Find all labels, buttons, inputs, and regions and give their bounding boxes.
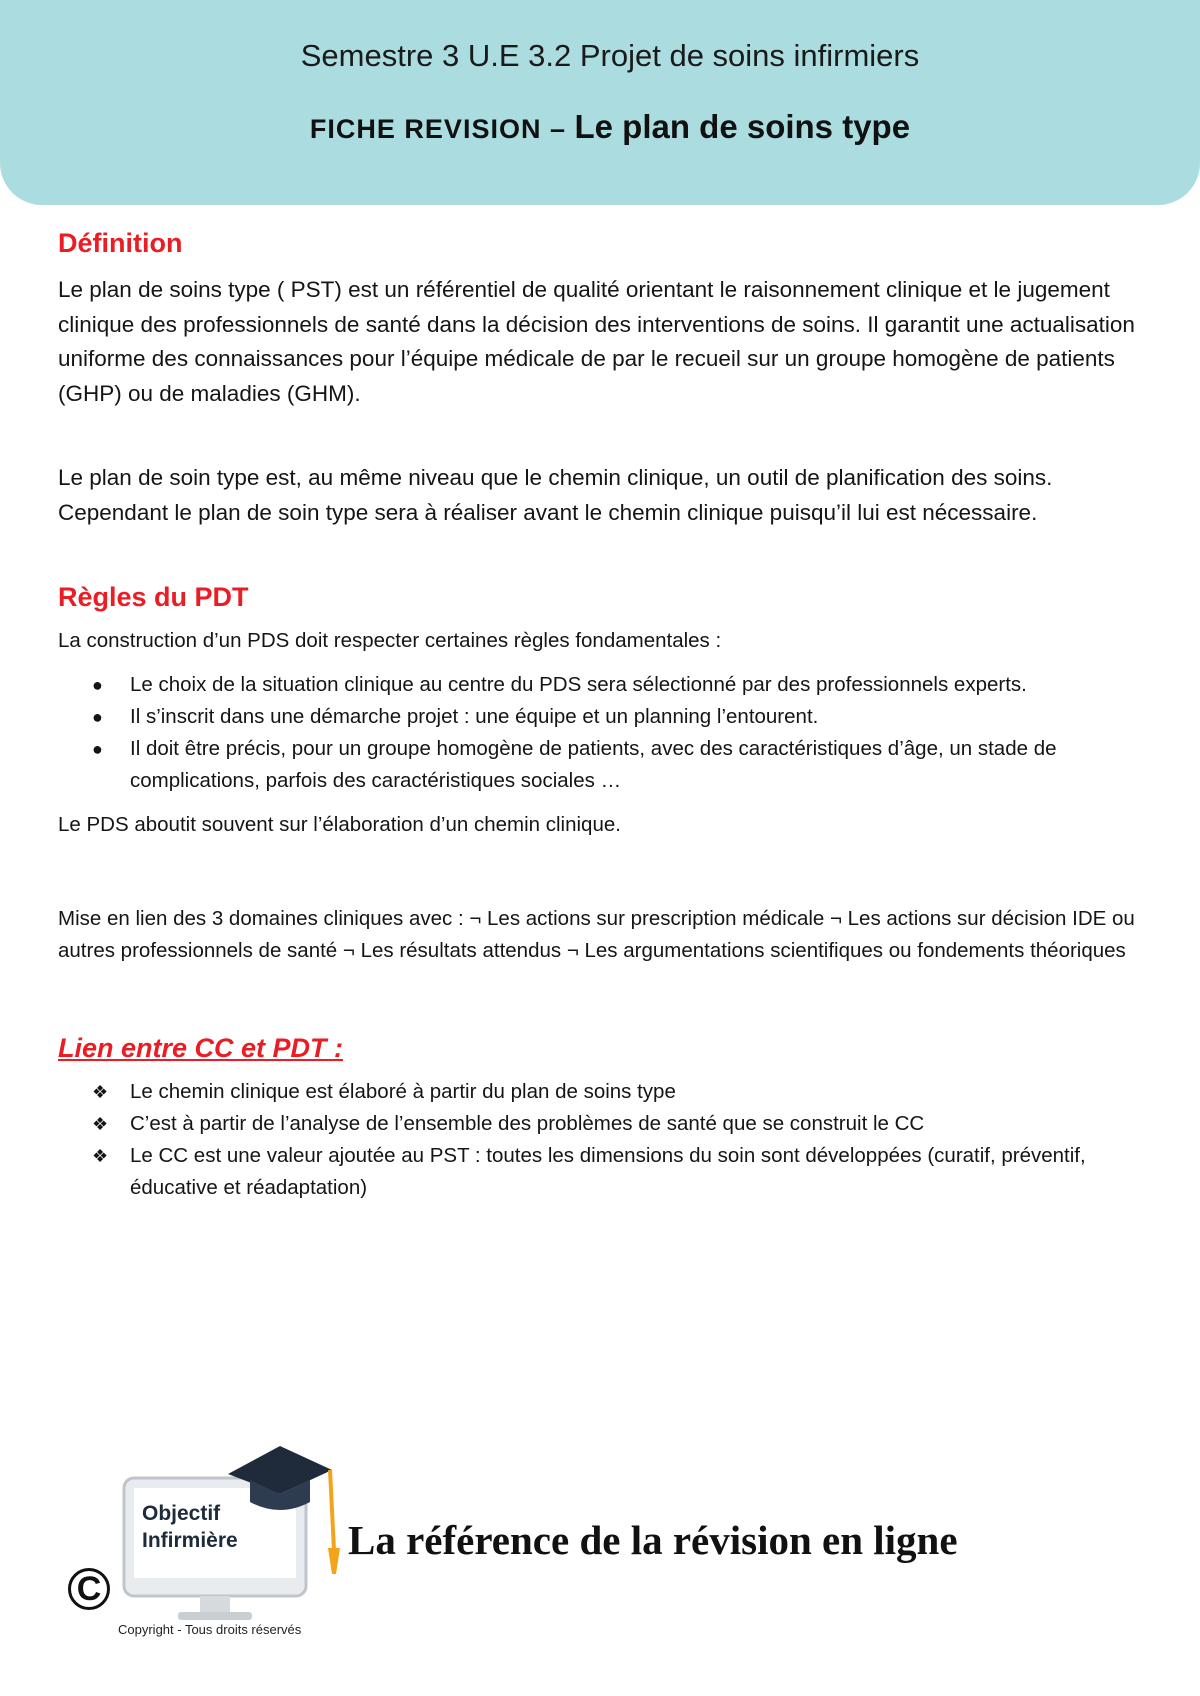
diamond-bullet-icon: ❖ <box>92 1082 109 1102</box>
bullet-icon: ● <box>92 707 103 727</box>
copyright-text: Copyright - Tous droits réservés <box>118 1622 302 1637</box>
document-title <box>0 108 1200 146</box>
list-item-text: Il s’inscrit dans une démarche projet : une équipe et un planning l’entourent. <box>130 705 819 728</box>
diamond-bullet-icon: ❖ <box>92 1146 109 1166</box>
document-subtitle: Semestre 3 U.E 3.2 Projet de soins infirmiers <box>300 38 920 73</box>
list-item-text: Il doit être précis, pour un groupe homogène de patients, avec des caractéristiques d’âge, un stade de complications, parfois des caractéristiques sociales … <box>130 737 1057 792</box>
list-item <box>58 1108 1168 1140</box>
copyright-icon: C <box>68 1568 110 1610</box>
rules-domains: Mise en lien des 3 domaines cliniques avec : ¬ Les actions sur prescription médicale ¬ Les actions sur décision IDE ou autres professionnels de santé ¬ Les résultats attendus ¬ Les argumentations scientifiques ou fondements théoriques <box>58 907 1135 962</box>
rules-outro: Le PDS aboutit souvent sur l’élaboration d’un chemin clinique. <box>58 813 621 836</box>
list-item-text: Le choix de la situation clinique au centre du PDS sera sélectionné par des professionnels experts. <box>130 673 1027 696</box>
logo-text-line1: Objectif <box>142 1502 221 1525</box>
bullet-icon: ● <box>92 739 103 759</box>
list-item <box>58 733 1168 797</box>
title-main: Le plan de soins type <box>574 108 911 145</box>
list-item-text: Le chemin clinique est élaboré à partir du plan de soins type <box>130 1080 676 1103</box>
logo-text-line2: Infirmière <box>142 1529 238 1552</box>
rules-heading: Règles du PDT <box>58 582 249 612</box>
link-list <box>58 1076 1168 1204</box>
definition-paragraph-1: Le plan de soins type ( PST) est un référentiel de qualité orientant le raisonnement clinique et le jugement clinique des professionnels de santé dans la décision des interventions de soins. Il garantit une actualisation uniforme des connaissances pour l’équipe médicale de par le recueil sur un groupe homogène de patients (GHP) ou de maladies (GHM). <box>58 277 1135 406</box>
list-item-text: C’est à partir de l’analyse de l’ensemble des problèmes de santé que se construit le CC <box>130 1112 925 1135</box>
list-item <box>58 1076 1168 1108</box>
logo-icon <box>120 1440 380 1630</box>
bullet-icon: ● <box>92 675 103 695</box>
footer <box>60 1440 1160 1670</box>
list-item <box>58 1140 1168 1204</box>
header-banner <box>0 0 1200 205</box>
list-item-text: Le CC est une valeur ajoutée au PST : toutes les dimensions du soin sont développées (curatif, préventif, éducative et réadaptation) <box>130 1144 1086 1199</box>
link-heading: Lien entre CC et PDT : <box>58 1033 344 1063</box>
definition-heading: Définition <box>58 228 183 258</box>
rules-list <box>58 669 1168 797</box>
list-item <box>58 669 1168 701</box>
rules-intro: La construction d’un PDS doit respecter certaines règles fondamentales : <box>58 629 722 652</box>
diamond-bullet-icon: ❖ <box>92 1114 109 1134</box>
list-item <box>58 701 1168 733</box>
title-prefix: FICHE REVISION – <box>309 114 575 144</box>
definition-paragraph-2: Le plan de soin type est, au même niveau que le chemin clinique, un outil de planification des soins. Cependant le plan de soin type sera à réaliser avant le chemin clinique puisqu’il lui est nécessaire. <box>58 465 1053 525</box>
footer-tagline: La référence de la révision en ligne <box>348 1517 958 1563</box>
main-content <box>58 228 1168 1204</box>
